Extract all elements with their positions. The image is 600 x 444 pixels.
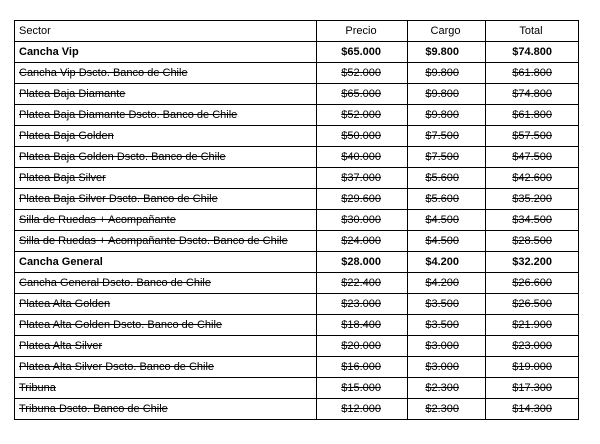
header-precio: Precio [317, 21, 408, 42]
cell-sector [15, 273, 317, 294]
cell-total [486, 84, 579, 105]
header-row [15, 21, 579, 42]
cell-sector-text: Platea Baja Diamante [19, 88, 126, 100]
cell-cargo-text: $3.000 [425, 361, 459, 373]
cell-total-text: $47.500 [512, 151, 552, 163]
cell-precio [317, 126, 408, 147]
cell-cargo [408, 210, 486, 231]
cell-cargo [408, 378, 486, 399]
cell-sector-text: Platea Alta Golden Dscto. Banco de Chile [19, 319, 223, 331]
cell-sector [15, 63, 317, 84]
table-row [15, 84, 579, 105]
cell-total-text: $74.800 [512, 46, 552, 58]
cell-total-text: $14.300 [512, 403, 552, 415]
cell-sector-text: Platea Alta Silver [19, 340, 103, 352]
cell-cargo [408, 357, 486, 378]
cell-precio [317, 42, 408, 63]
cell-cargo-text: $7.500 [425, 130, 459, 142]
cell-cargo-text: $9.800 [425, 67, 459, 79]
table-body [15, 42, 579, 420]
cell-sector-text: Cancha General Dscto. Banco de Chile [19, 277, 211, 289]
cell-precio-text: $22.400 [341, 277, 381, 289]
cell-sector-text: Tribuna Dscto. Banco de Chile [19, 403, 168, 415]
cell-total [486, 210, 579, 231]
cell-precio [317, 357, 408, 378]
cell-cargo-text: $4.200 [425, 277, 459, 289]
table-row [15, 126, 579, 147]
cell-total [486, 357, 579, 378]
cell-precio-text: $65.000 [341, 88, 381, 100]
cell-cargo-text: $3.500 [425, 319, 459, 331]
cell-sector-text: Platea Baja Golden [19, 130, 114, 142]
cell-total-text: $32.200 [512, 256, 552, 268]
cell-cargo [408, 168, 486, 189]
cell-sector [15, 399, 317, 420]
cell-cargo-text: $5.600 [425, 172, 459, 184]
cell-total [486, 147, 579, 168]
cell-total [486, 315, 579, 336]
cell-precio-text: $28.000 [341, 256, 381, 268]
cell-total [486, 42, 579, 63]
cell-precio [317, 315, 408, 336]
cell-sector-text: Cancha Vip Dscto. Banco de Chile [19, 67, 188, 79]
cell-sector-text: Platea Alta Silver Dscto. Banco de Chile [19, 361, 215, 373]
cell-precio-text: $12.000 [341, 403, 381, 415]
table-row [15, 273, 579, 294]
cell-sector [15, 294, 317, 315]
cell-total [486, 378, 579, 399]
cell-cargo [408, 294, 486, 315]
cell-total-text: $26.600 [512, 277, 552, 289]
cell-precio [317, 252, 408, 273]
cell-cargo [408, 84, 486, 105]
cell-sector [15, 315, 317, 336]
cell-total-text: $61.800 [512, 67, 552, 79]
cell-sector [15, 168, 317, 189]
table-row [15, 147, 579, 168]
cell-total-text: $34.500 [512, 214, 552, 226]
cell-sector [15, 336, 317, 357]
table-row [15, 252, 579, 273]
cell-total-text: $42.600 [512, 172, 552, 184]
cell-total [486, 336, 579, 357]
table-row [15, 336, 579, 357]
cell-sector-text: Platea Baja Golden Dscto. Banco de Chile [19, 151, 226, 163]
cell-cargo-text: $9.800 [425, 46, 459, 58]
cell-cargo-text: $7.500 [425, 151, 459, 163]
cell-precio-text: $15.000 [341, 382, 381, 394]
cell-precio [317, 147, 408, 168]
table-row [15, 357, 579, 378]
cell-cargo-text: $9.800 [425, 109, 459, 121]
cell-total-text: $19.000 [512, 361, 552, 373]
table-row [15, 294, 579, 315]
cell-sector [15, 42, 317, 63]
cell-total-text: $57.500 [512, 130, 552, 142]
cell-precio-text: $24.000 [341, 235, 381, 247]
cell-sector [15, 210, 317, 231]
cell-cargo-text: $4.500 [425, 235, 459, 247]
table-row [15, 231, 579, 252]
cell-sector [15, 357, 317, 378]
cell-total [486, 105, 579, 126]
cell-sector [15, 147, 317, 168]
cell-precio [317, 63, 408, 84]
cell-cargo-text: $2.300 [425, 382, 459, 394]
cell-precio-text: $52.000 [341, 67, 381, 79]
cell-precio-text: $52.000 [341, 109, 381, 121]
cell-sector [15, 231, 317, 252]
cell-sector [15, 105, 317, 126]
cell-precio [317, 399, 408, 420]
cell-precio [317, 231, 408, 252]
cell-cargo [408, 147, 486, 168]
cell-total-text: $21.900 [512, 319, 552, 331]
header-cargo: Cargo [408, 21, 486, 42]
cell-precio-text: $40.000 [341, 151, 381, 163]
cell-cargo-text: $4.200 [425, 256, 459, 268]
cell-sector-text: Platea Baja Silver Dscto. Banco de Chile [19, 193, 218, 205]
price-table [14, 20, 579, 420]
table-row [15, 105, 579, 126]
cell-cargo [408, 42, 486, 63]
cell-precio [317, 294, 408, 315]
cell-cargo [408, 252, 486, 273]
cell-sector-text: Tribuna [19, 382, 56, 394]
header-total: Total [486, 21, 579, 42]
cell-cargo [408, 126, 486, 147]
table-row [15, 399, 579, 420]
cell-sector-text: Platea Alta Golden [19, 298, 111, 310]
cell-total-text: $26.500 [512, 298, 552, 310]
cell-total [486, 273, 579, 294]
cell-cargo-text: $9.800 [425, 88, 459, 100]
cell-precio-text: $16.000 [341, 361, 381, 373]
table-row [15, 315, 579, 336]
cell-total-text: $35.200 [512, 193, 552, 205]
cell-precio [317, 84, 408, 105]
cell-total [486, 294, 579, 315]
cell-cargo [408, 231, 486, 252]
cell-precio-text: $37.000 [341, 172, 381, 184]
cell-precio [317, 189, 408, 210]
cell-total [486, 252, 579, 273]
cell-total [486, 189, 579, 210]
cell-total [486, 231, 579, 252]
cell-precio [317, 336, 408, 357]
cell-precio-text: $50.000 [341, 130, 381, 142]
cell-precio-text: $29.600 [341, 193, 381, 205]
cell-precio [317, 378, 408, 399]
cell-cargo [408, 336, 486, 357]
cell-sector-text: Platea Baja Diamante Dscto. Banco de Chile [19, 109, 238, 121]
cell-sector-text: Cancha General [19, 256, 103, 268]
cell-precio [317, 105, 408, 126]
cell-cargo [408, 399, 486, 420]
cell-sector-text: Silla de Ruedas + Acompañante [19, 214, 176, 226]
cell-cargo-text: $3.000 [425, 340, 459, 352]
cell-cargo-text: $3.500 [425, 298, 459, 310]
cell-sector [15, 126, 317, 147]
cell-precio [317, 168, 408, 189]
cell-cargo [408, 273, 486, 294]
cell-sector-text: Cancha Vip [19, 46, 79, 58]
table-row [15, 63, 579, 84]
cell-precio-text: $23.000 [341, 298, 381, 310]
cell-total-text: $17.300 [512, 382, 552, 394]
cell-precio-text: $30.000 [341, 214, 381, 226]
cell-precio-text: $65.000 [341, 46, 381, 58]
cell-total-text: $23.000 [512, 340, 552, 352]
cell-precio [317, 210, 408, 231]
cell-cargo-text: $2.300 [425, 403, 459, 415]
cell-total-text: $74.800 [512, 88, 552, 100]
header-sector: Sector [15, 21, 317, 42]
cell-total [486, 126, 579, 147]
table-row [15, 42, 579, 63]
cell-total-text: $28.500 [512, 235, 552, 247]
cell-sector [15, 84, 317, 105]
cell-cargo-text: $4.500 [425, 214, 459, 226]
table-row [15, 168, 579, 189]
cell-cargo [408, 315, 486, 336]
cell-total-text: $61.800 [512, 109, 552, 121]
cell-cargo [408, 189, 486, 210]
table-row [15, 189, 579, 210]
cell-cargo [408, 105, 486, 126]
cell-sector [15, 189, 317, 210]
cell-precio [317, 273, 408, 294]
cell-total [486, 63, 579, 84]
cell-cargo-text: $5.600 [425, 193, 459, 205]
cell-sector [15, 252, 317, 273]
cell-sector-text: Platea Baja Silver [19, 172, 106, 184]
cell-total [486, 399, 579, 420]
cell-sector-text: Silla de Ruedas + Acompañante Dscto. Banco de Chile [19, 235, 288, 247]
cell-total [486, 168, 579, 189]
table-row [15, 210, 579, 231]
cell-cargo [408, 63, 486, 84]
cell-precio-text: $20.000 [341, 340, 381, 352]
table-row [15, 378, 579, 399]
cell-precio-text: $18.400 [341, 319, 381, 331]
cell-sector [15, 378, 317, 399]
